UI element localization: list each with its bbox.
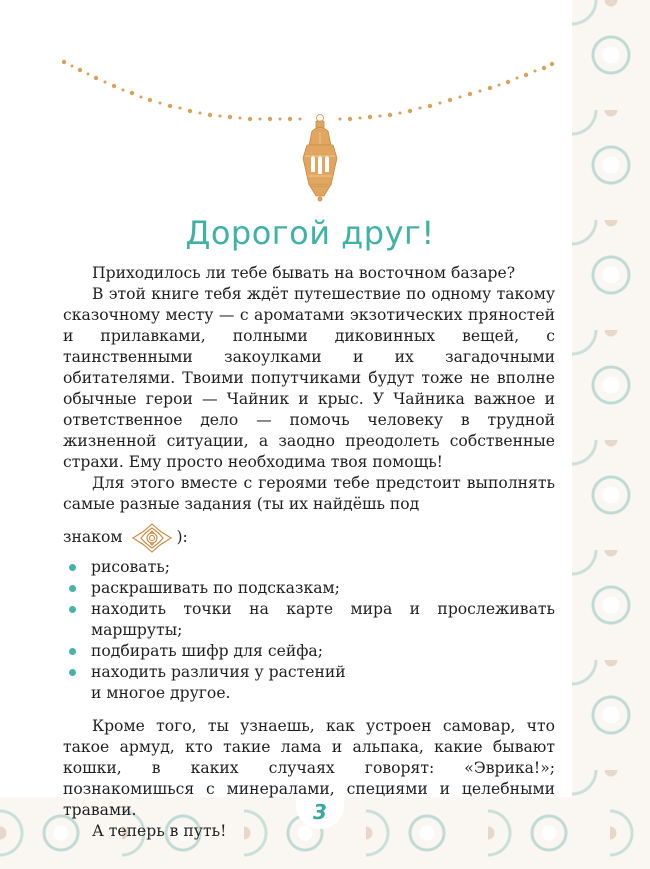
bullet-dot-icon [69,606,76,613]
bullet-dot-icon [69,585,76,592]
intro-paragraph: Приходилось ли тебе бывать на восточном базаре? [92,264,516,282]
task-list-tail: и многое другое. [91,684,231,702]
sign-line-prefix: знаком [63,528,123,546]
hanging-lantern-icon [303,115,337,202]
farewell-line: А теперь в путь! [92,822,227,840]
page-number: 3 [313,800,327,824]
bullet-dot-icon [69,669,76,676]
list-item: раскрашивать по подсказкам; [63,578,555,599]
bullet-dot-icon [69,564,76,571]
task-list [63,557,555,683]
dotted-string-icon [62,60,554,121]
sign-line [63,523,555,551]
list-item: находить различия у растений [63,662,555,683]
story-paragraph: В этой книге тебя ждёт путешествие по одному такому сказочному месту — с ароматами экзотических пряностей и прилавками, полными диковинных вещей, с таинственными закоулками и их загадочными обитателями. Твоими попутчиками будут тоже не вполне обычные герои — Чайник и крыс. У Чайника важное и ответственное дело — помочь человеку в трудной жизненной ситуации, а заодно преодолеть собственные страхи. Ему просто необходима твоя помощь! [63,285,555,471]
page-title: Дорогой друг! [185,214,435,252]
tasks-intro-paragraph: Для этого вместе с героями тебе предстоит выполнять самые разные задания (ты их найдёшь под [63,474,555,513]
bullet-dot-icon [69,648,76,655]
list-item: находить точки на карте мира и прослеживать маршруты; [63,599,555,641]
list-item: рисовать; [63,557,555,578]
garland-icon [0,0,650,210]
closing-paragraph: Кроме того, ты узнаешь, как устроен самовар, что такое армуд, кто такие лама и альпака, какие бывают кошки, в каких случаях говорят: «Эврика!»; познакомишься с минералами, специями и целебными травами. [63,717,555,819]
ornamental-rosette-icon [130,523,174,553]
list-item: подбирать шифр для сейфа; [63,641,555,662]
sign-line-suffix: ): [176,528,188,546]
body-text [63,263,555,842]
